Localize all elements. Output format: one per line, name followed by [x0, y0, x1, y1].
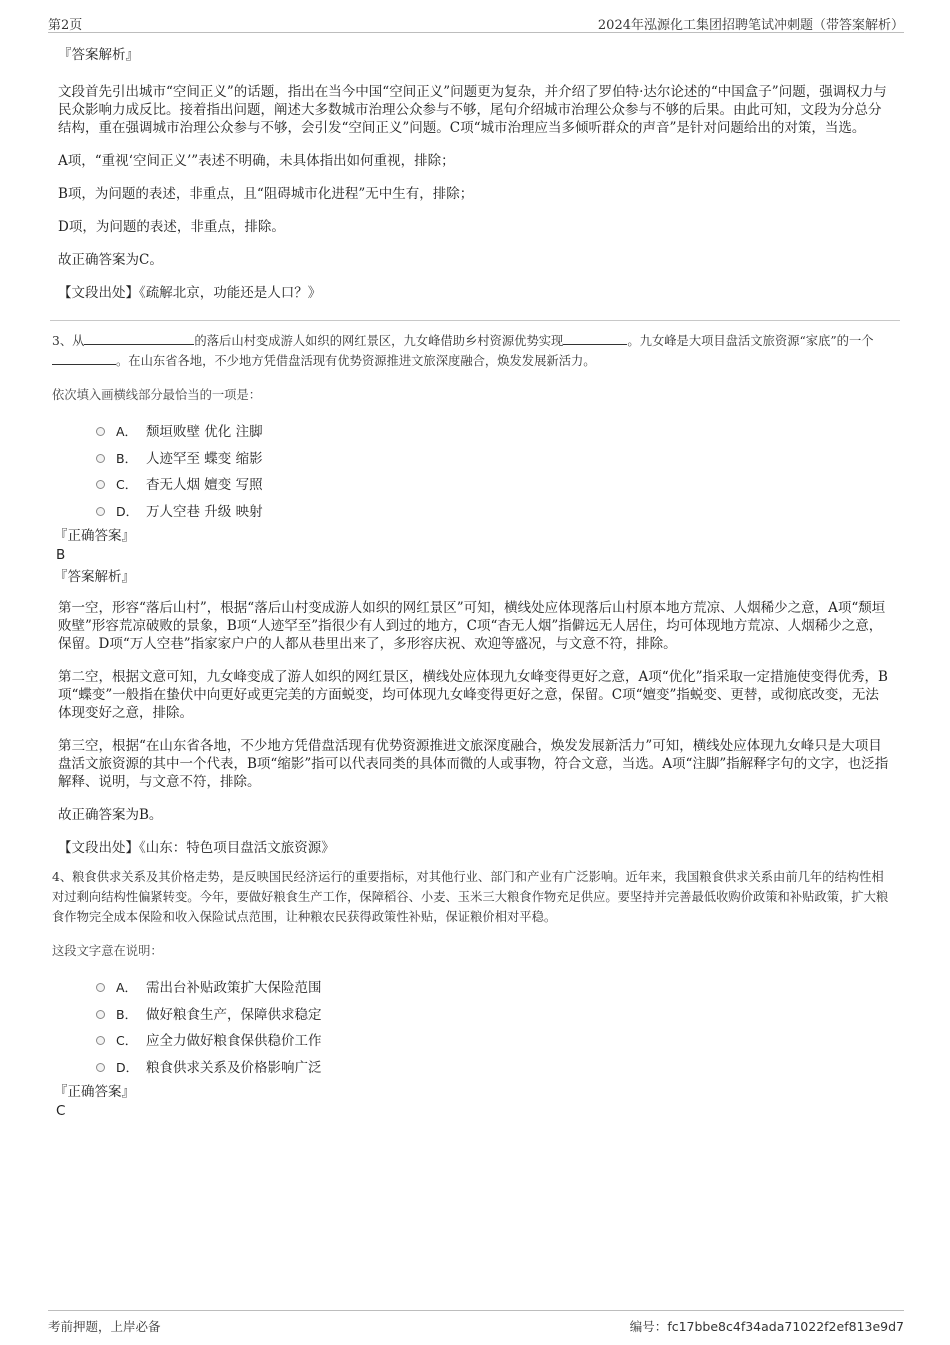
question-3 — [52, 331, 892, 857]
radio-icon[interactable] — [96, 1010, 105, 1019]
page-number: 第2页 — [48, 18, 83, 33]
analysis-paragraph: 文段首先引出城市“空间正义”的话题，指出在当今中国“空间正义”问题更为复杂，并介绍了罗伯特·达尔论述的“中国盒子”问题，强调权力与民众影响力成反比。接着指出问题，阐述大多数城市治理公众参与不够，尾句介绍城市治理公众参与不够的后果。由此可知，文段为分总分结构，重在强调城市治理公众参与不够，会引发“空间正义”问题。C项“城市治理应当多倾听群众的声音”是针对问题给出的对策，当选。 — [58, 84, 887, 136]
option-a[interactable]: A． 颓垣败壁 优化 注脚 — [96, 421, 892, 448]
question-3-options — [96, 421, 892, 527]
blank-1[interactable] — [84, 332, 194, 345]
question-3-analysis — [58, 599, 892, 857]
passage-source: 【文段出处】《山东：特色项目盘活文旅资源》 — [58, 840, 335, 856]
document-code: 编号：fc17bbe8c4f34ada71022f2ef813e9d7 — [629, 1319, 904, 1334]
analysis-blank-1: 第一空，形容“落后山村”，根据“落后山村变成游人如织的网红景区”可知，横线处应体现落后山村原本地方荒凉、人烟稀少之意，A项“颓垣败壁”形容荒凉破败的景象，B项“人迹罕至”指很少有人到过的地方，C项“杳无人烟”指僻远无人居住，均可体现地方荒凉、人烟稀少之意，保留。D项“万人空巷”指家家户户的人都从巷里出来了，多形容庆祝、欢迎等盛况，与文意不符，排除。 — [58, 600, 886, 652]
question-3-prompt: 依次填入画横线部分最恰当的一项是： — [52, 388, 262, 402]
footer-slogan: 考前押题，上岸必备 — [48, 1319, 161, 1334]
question-4-options — [96, 977, 892, 1083]
option-b[interactable]: B． 做好粮食生产，保障供求稳定 — [96, 1004, 892, 1031]
option-c[interactable]: C． 杳无人烟 嬗变 写照 — [96, 474, 892, 501]
option-c[interactable]: C． 应全力做好粮食保供稳价工作 — [96, 1030, 892, 1057]
radio-icon[interactable] — [96, 427, 105, 436]
option-d[interactable]: D． 万人空巷 升级 映射 — [96, 501, 892, 528]
page-header — [48, 10, 904, 33]
radio-icon[interactable] — [96, 454, 105, 463]
correct-answer: B — [56, 547, 66, 563]
analysis-tag: 『答案解析』 — [54, 569, 135, 585]
correct-answer-tag: 『正确答案』 — [54, 528, 135, 544]
radio-icon[interactable] — [96, 1063, 105, 1072]
option-a[interactable]: A． 需出台补贴政策扩大保险范围 — [96, 977, 892, 1004]
analysis-blank-2: 第二空，根据文意可知，九女峰变成了游人如织的网红景区，横线处应体现九女峰变得更好之意，A项“优化”指采取一定措施使变得优秀，B项“蝶变”一般指在蛰伏中向更好或更完美的方面蜕变，均可体现九女峰变得更好之意，保留。C项“嬗变”指蜕变、更替，或彻底改变，无法体现变好之意，排除。 — [58, 669, 888, 721]
document-title: 2024年泓源化工集团招聘笔试冲刺题（带答案解析） — [597, 18, 904, 33]
question-4-stem: 4、粮食供求关系及其价格走势，是反映国民经济运行的重要指标，对其他行业、部门和产业有广泛影响。近年来，我国粮食供求关系由前几年的结构性相对过剩向结构性偏紧转变。今年，要做好粮食生产工作，保障稻谷、小麦、玉米三大粮食作物充足供应。要坚持并完善最低收购价政策和补贴政策，扩大粮食作物完全成本保险和收入保险试点范围，让种粮农民获得政策性补贴，保证粮价相对平稳。 — [52, 870, 889, 924]
analysis-blank-3: 第三空，根据“在山东省各地，不少地方凭借盘活现有优势资源推进文旅深度融合，焕发发展新活力”可知，横线处应体现九女峰只是大项目盘活文旅资源的其中一个代表，B项“缩影”指可以代表同类的具体而微的人或事物，符合文意，当选。A项“注脚”指解释字句的文字，也泛指解释、说明，与文意不符，排除。 — [58, 738, 889, 790]
question-4 — [52, 867, 892, 1120]
correct-answer: C — [56, 1103, 66, 1119]
blank-3[interactable] — [52, 352, 116, 365]
analysis-option-b: B项，为问题的表述，非重点，且“阻碍城市化进程”无中生有，排除； — [58, 186, 474, 202]
passage-source: 【文段出处】《疏解北京，功能还是人口？》 — [58, 285, 322, 301]
radio-icon[interactable] — [96, 480, 105, 489]
option-b[interactable]: B． 人迹罕至 蝶变 缩影 — [96, 448, 892, 475]
question-2-analysis — [58, 46, 892, 302]
analysis-option-a: A项，“重视‘空间正义’”表述不明确，未具体指出如何重视，排除； — [58, 153, 455, 169]
radio-icon[interactable] — [96, 507, 105, 516]
radio-icon[interactable] — [96, 983, 105, 992]
analysis-tag: 『答案解析』 — [58, 47, 139, 63]
radio-icon[interactable] — [96, 1036, 105, 1045]
divider — [50, 320, 900, 321]
page-footer — [48, 1310, 904, 1337]
blank-2[interactable] — [563, 332, 627, 345]
correct-answer-tag: 『正确答案』 — [54, 1084, 135, 1100]
question-3-stem: 3、从 的落后山村变成游人如织的网红景区，九女峰借助乡村资源优势实现 。九女峰是大项目盘活文旅资源“家底”的一个。在山东省各地，不少地方凭借盘活现有优势资源推进文旅深度融合，焕发发展新活力。 — [52, 334, 874, 368]
option-d[interactable]: D． 粮食供求关系及价格影响广泛 — [96, 1057, 892, 1084]
analysis-conclusion: 故正确答案为B。 — [58, 807, 163, 823]
question-4-prompt: 这段文字意在说明： — [52, 944, 163, 958]
analysis-conclusion: 故正确答案为C。 — [58, 252, 163, 268]
analysis-option-d: D项，为问题的表述，非重点，排除。 — [58, 219, 285, 235]
page-content — [52, 46, 892, 1120]
